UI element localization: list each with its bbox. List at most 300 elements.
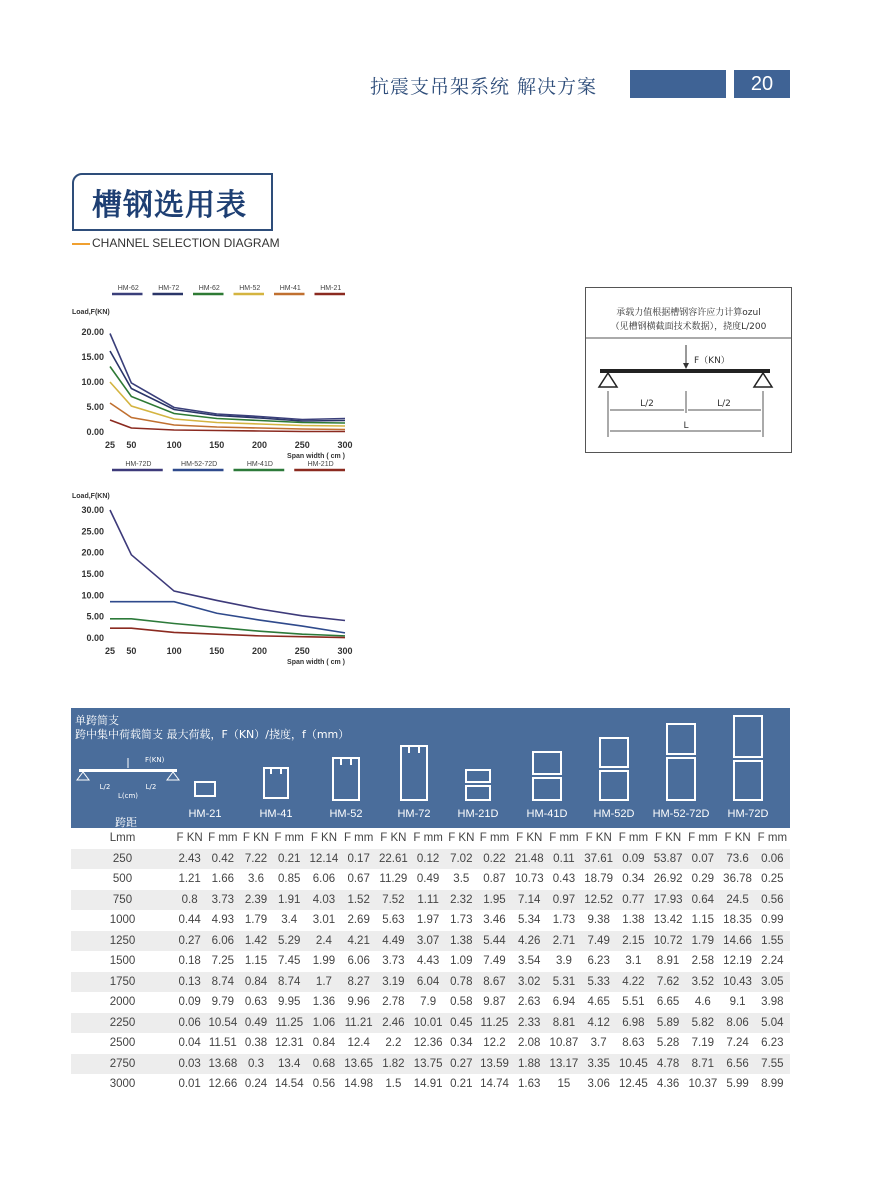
profile-label: HM-52 xyxy=(329,808,363,820)
legend-label: HM-41D xyxy=(246,461,273,468)
length-cell: 2250 xyxy=(71,1013,174,1034)
length-cell: 1500 xyxy=(109,955,136,968)
value-cell: 7.49 xyxy=(483,955,506,968)
value-cell: 36.78 xyxy=(723,873,752,886)
y-tick-label: 5.00 xyxy=(86,402,104,412)
x-tick-label: 100 xyxy=(166,646,182,656)
value-cell: 0.09 xyxy=(178,996,201,1009)
value-cell: 12.52 xyxy=(581,890,615,911)
value-cell: 1.55 xyxy=(755,931,790,952)
value-cell: 1.06 xyxy=(307,1013,341,1034)
value-cell: 2.39 xyxy=(240,890,271,911)
value-cell: 6.65 xyxy=(656,996,680,1009)
value-cell: 6.04 xyxy=(411,972,446,993)
length-cell: 500 xyxy=(112,873,133,886)
value-cell: 2.46 xyxy=(376,1013,410,1034)
profile-hm52-72d-icon xyxy=(661,720,701,806)
value-cell: 0.09 xyxy=(616,849,651,870)
value-cell: 21.48 xyxy=(512,849,546,870)
value-cell: 14.74 xyxy=(480,1078,509,1091)
x-tick-label: 300 xyxy=(337,646,353,656)
column-header: F KN xyxy=(307,828,341,849)
x-tick-label: 150 xyxy=(209,646,225,656)
value-cell: 12.14 xyxy=(307,849,341,870)
value-cell: 2.69 xyxy=(347,914,370,927)
x-tick-label: 250 xyxy=(294,646,310,656)
value-cell: 4.49 xyxy=(376,931,410,952)
load-deflection-table xyxy=(71,828,790,1095)
table-row xyxy=(71,1033,790,1054)
value-cell: 5.89 xyxy=(651,1013,685,1034)
value-cell: 4.22 xyxy=(616,972,651,993)
value-cell: 0.8 xyxy=(174,890,205,911)
value-cell: 10.54 xyxy=(205,1013,240,1034)
column-header: F KN xyxy=(376,828,410,849)
value-cell: 10.72 xyxy=(651,931,685,952)
value-cell: 18.35 xyxy=(723,914,752,927)
value-cell: 7.02 xyxy=(446,849,477,870)
value-cell: 11.29 xyxy=(379,873,408,886)
table-row xyxy=(71,1013,790,1034)
value-cell: 2.4 xyxy=(307,931,341,952)
page-number: 20 xyxy=(734,70,790,98)
value-cell: 1.38 xyxy=(446,931,477,952)
legend-label: HM-41 xyxy=(279,285,301,292)
value-cell: 73.6 xyxy=(720,849,754,870)
value-cell: 7.45 xyxy=(278,955,301,968)
value-cell: 5.99 xyxy=(726,1078,749,1091)
table-row xyxy=(71,972,790,993)
value-cell: 1.52 xyxy=(341,890,376,911)
value-cell: 4.78 xyxy=(651,1054,685,1075)
value-cell: 9.96 xyxy=(347,996,370,1009)
profile-hm21d-icon xyxy=(461,766,495,806)
value-cell: 5.82 xyxy=(685,1013,720,1034)
value-cell: 0.63 xyxy=(244,996,268,1009)
value-cell: 1.79 xyxy=(685,931,720,952)
force-label: F（KN） xyxy=(694,356,730,366)
value-cell: 15 xyxy=(557,1078,571,1091)
value-cell: 1.42 xyxy=(240,931,271,952)
value-cell: 24.5 xyxy=(720,890,754,911)
value-cell: 12.4 xyxy=(347,1037,370,1050)
value-cell: 0.99 xyxy=(761,914,784,927)
profile-hm41-icon xyxy=(259,764,293,804)
column-header: F mm xyxy=(616,828,651,849)
value-cell: 2.2 xyxy=(385,1037,402,1050)
value-cell: 0.42 xyxy=(205,849,240,870)
value-cell: 8.27 xyxy=(341,972,376,993)
value-cell: 1.91 xyxy=(272,890,307,911)
y-tick-label: 20.00 xyxy=(81,547,104,558)
value-cell: 3.52 xyxy=(685,972,720,993)
value-cell: 13.75 xyxy=(411,1054,446,1075)
value-cell: 3.7 xyxy=(590,1037,607,1050)
legend-label: HM-72D xyxy=(125,461,152,468)
value-cell: 2.63 xyxy=(518,996,541,1009)
legend-label: HM-21D xyxy=(307,461,334,468)
profile-hm41d-icon xyxy=(527,748,567,806)
column-header: F KN xyxy=(512,828,546,849)
length-cell: 3000 xyxy=(109,1078,136,1091)
value-cell: 3.06 xyxy=(587,1078,610,1091)
value-cell: 0.38 xyxy=(244,1037,268,1050)
x-tick-label: 100 xyxy=(166,440,182,450)
column-header: F mm xyxy=(755,828,790,849)
value-cell: 0.06 xyxy=(755,849,790,870)
table-row xyxy=(71,1074,790,1095)
value-cell: 10.87 xyxy=(549,1037,579,1050)
value-cell: 0.01 xyxy=(178,1078,201,1091)
value-cell: 6.23 xyxy=(761,1037,784,1050)
value-cell: 4.12 xyxy=(581,1013,615,1034)
value-cell: 4.03 xyxy=(307,890,341,911)
value-cell: 26.92 xyxy=(653,873,683,886)
x-tick-label: 200 xyxy=(252,440,268,450)
x-tick-label: 25 xyxy=(104,646,116,656)
profile-hm52d-icon xyxy=(594,734,634,806)
mini-force-label: F(KN) xyxy=(145,756,165,764)
y-tick-label: 30.00 xyxy=(81,505,104,515)
beam-sketch xyxy=(586,333,791,453)
section-title: 槽钢选用表 xyxy=(92,188,247,223)
span-label: L xyxy=(683,421,689,431)
value-cell: 13.42 xyxy=(653,914,683,927)
column-header: F mm xyxy=(272,828,307,849)
value-cell: 4.36 xyxy=(656,1078,680,1091)
value-cell: 0.3 xyxy=(240,1054,271,1075)
value-cell: 2.43 xyxy=(174,849,205,870)
section-subtitle: CHANNEL SELECTION DIAGRAM xyxy=(92,236,280,250)
value-cell: 5.33 xyxy=(581,972,615,993)
value-cell: 3.46 xyxy=(483,914,506,927)
y-tick-label: 15.00 xyxy=(81,569,104,579)
value-cell: 0.87 xyxy=(483,873,506,886)
value-cell: 2.08 xyxy=(518,1037,541,1050)
value-cell: 0.12 xyxy=(411,849,446,870)
value-cell: 0.85 xyxy=(278,873,301,886)
value-cell: 0.27 xyxy=(174,931,205,952)
value-cell: 4.26 xyxy=(512,931,546,952)
value-cell: 7.19 xyxy=(691,1037,715,1050)
support-right-icon xyxy=(754,373,772,387)
table-row xyxy=(71,931,790,952)
column-header: F mm xyxy=(341,828,376,849)
diagram-note-line1: 承载力值根据槽钢容许应力计算ozul xyxy=(616,308,761,318)
value-cell: 11.25 xyxy=(477,1013,512,1034)
banner-line2: 跨中集中荷载简支 最大荷载，F（KN）/挠度，f（mm） xyxy=(75,728,350,741)
length-cell: 1750 xyxy=(71,972,174,993)
value-cell: 10.01 xyxy=(411,1013,446,1034)
value-cell: 1.7 xyxy=(307,972,341,993)
mini-half-left: L/2 xyxy=(99,783,111,791)
value-cell: 1.63 xyxy=(518,1078,541,1091)
half-span-label-right: L/2 xyxy=(717,399,731,409)
value-cell: 12.45 xyxy=(619,1078,648,1091)
value-cell: 0.34 xyxy=(622,873,645,886)
value-cell: 53.87 xyxy=(651,849,685,870)
length-cell: 1250 xyxy=(71,931,174,952)
value-cell: 12.66 xyxy=(208,1078,238,1091)
column-header: F KN xyxy=(651,828,685,849)
value-cell: 0.84 xyxy=(312,1037,336,1050)
value-cell: 0.45 xyxy=(446,1013,477,1034)
value-cell: 5.04 xyxy=(755,1013,790,1034)
loading-diagram xyxy=(585,287,792,453)
value-cell: 2.71 xyxy=(546,931,581,952)
value-cell: 7.24 xyxy=(726,1037,749,1050)
value-cell: 0.49 xyxy=(240,1013,271,1034)
value-cell: 4.21 xyxy=(341,931,376,952)
value-cell: 1.11 xyxy=(411,890,446,911)
value-cell: 7.52 xyxy=(376,890,410,911)
value-cell: 14.54 xyxy=(274,1078,304,1091)
table-row xyxy=(71,849,790,870)
value-cell: 8.99 xyxy=(761,1078,784,1091)
banner-line1: 单跨简支 xyxy=(75,714,119,727)
profile-label: HM-52-72D xyxy=(652,808,710,820)
series-line xyxy=(110,628,345,637)
value-cell: 6.06 xyxy=(205,931,240,952)
value-cell: 1.79 xyxy=(244,914,268,927)
value-cell: 8.91 xyxy=(656,955,680,968)
value-cell: 6.98 xyxy=(616,1013,651,1034)
table-row xyxy=(71,890,790,911)
profile-hm21-icon xyxy=(191,774,219,804)
value-cell: 3.07 xyxy=(411,931,446,952)
value-cell: 3.01 xyxy=(312,914,336,927)
value-cell: 0.27 xyxy=(446,1054,477,1075)
profile-label: HM-72D xyxy=(727,808,769,820)
value-cell: 9.95 xyxy=(278,996,301,1009)
subtitle-accent-line xyxy=(72,243,90,245)
mini-span-label: L(cm) xyxy=(117,792,139,799)
table-row xyxy=(71,992,790,1013)
value-cell: 1.66 xyxy=(211,873,235,886)
value-cell: 4.93 xyxy=(211,914,235,927)
value-cell: 8.71 xyxy=(685,1054,720,1075)
value-cell: 37.61 xyxy=(581,849,615,870)
value-cell: 3.98 xyxy=(761,996,784,1009)
length-cell: 250 xyxy=(71,849,174,870)
value-cell: 3.05 xyxy=(755,972,790,993)
support-left-icon xyxy=(599,373,617,387)
value-cell: 11.25 xyxy=(272,1013,307,1034)
value-cell: 6.06 xyxy=(347,955,370,968)
column-header: F mm xyxy=(477,828,512,849)
value-cell: 1.15 xyxy=(691,914,715,927)
value-cell: 12.19 xyxy=(723,955,752,968)
value-cell: 8.06 xyxy=(720,1013,754,1034)
value-cell: 3.9 xyxy=(555,955,572,968)
mini-support-left-icon xyxy=(77,772,89,780)
value-cell: 0.24 xyxy=(244,1078,268,1091)
value-cell: 12.36 xyxy=(413,1037,443,1050)
legend-label: HM-62 xyxy=(198,285,220,292)
value-cell: 4.43 xyxy=(416,955,440,968)
legend-label: HM-72 xyxy=(158,285,180,292)
value-cell: 9.1 xyxy=(729,996,746,1009)
value-cell: 0.07 xyxy=(685,849,720,870)
value-cell: 0.56 xyxy=(755,890,790,911)
mini-half-right: L/2 xyxy=(145,783,157,791)
value-cell: 8.74 xyxy=(205,972,240,993)
value-cell: 3.54 xyxy=(518,955,541,968)
value-cell: 3.73 xyxy=(205,890,240,911)
value-cell: 0.64 xyxy=(685,890,720,911)
table-header-row xyxy=(71,828,790,849)
y-tick-label: 5.00 xyxy=(86,611,104,622)
value-cell: 1.95 xyxy=(477,890,512,911)
document-header-title: 抗震支吊架系统 解决方案 xyxy=(370,76,598,98)
value-cell: 0.67 xyxy=(347,873,370,886)
value-cell: 7.22 xyxy=(240,849,271,870)
y-axis-label: Load,F(KN) xyxy=(72,493,110,500)
load-span-chart-single xyxy=(62,282,362,462)
x-tick-label: 50 xyxy=(126,646,137,656)
profile-hm52-icon xyxy=(327,754,365,806)
mini-beam-sketch xyxy=(73,754,183,799)
profile-label: HM-21 xyxy=(188,808,222,820)
column-header: F mm xyxy=(685,828,720,849)
series-line xyxy=(110,334,345,420)
value-cell: 1.73 xyxy=(552,914,576,927)
value-cell: 3.4 xyxy=(281,914,298,927)
table-row xyxy=(71,910,790,931)
y-tick-label: 20.00 xyxy=(81,327,104,337)
value-cell: 3.73 xyxy=(382,955,405,968)
column-header: F KN xyxy=(720,828,754,849)
value-cell: 0.43 xyxy=(552,873,576,886)
value-cell: 10.45 xyxy=(616,1054,651,1075)
value-cell: 5.28 xyxy=(656,1037,680,1050)
value-cell: 22.61 xyxy=(376,849,410,870)
value-cell: 3.1 xyxy=(625,955,642,968)
value-cell: 0.77 xyxy=(616,890,651,911)
value-cell: 0.21 xyxy=(450,1078,473,1091)
value-cell: 7.62 xyxy=(651,972,685,993)
value-cell: 5.31 xyxy=(546,972,581,993)
value-cell: 8.74 xyxy=(272,972,307,993)
profile-label: HM-41 xyxy=(259,808,293,820)
header-decor-bar xyxy=(630,70,726,98)
value-cell: 11.21 xyxy=(341,1013,376,1034)
length-header: Lmm xyxy=(71,828,174,849)
table-row xyxy=(71,1054,790,1075)
value-cell: 3.6 xyxy=(248,873,265,886)
load-arrow-icon xyxy=(683,363,689,369)
value-cell: 1.38 xyxy=(622,914,645,927)
value-cell: 0.29 xyxy=(691,873,715,886)
value-cell: 2.33 xyxy=(512,1013,546,1034)
value-cell: 0.21 xyxy=(272,849,307,870)
value-cell: 13.4 xyxy=(272,1054,307,1075)
length-cell: 1000 xyxy=(109,914,136,927)
value-cell: 0.11 xyxy=(546,849,581,870)
value-cell: 11.51 xyxy=(208,1037,237,1050)
value-cell: 1.82 xyxy=(376,1054,410,1075)
y-tick-label: 10.00 xyxy=(81,377,104,387)
x-axis-label: Span width ( cm ) xyxy=(287,659,345,666)
legend-label: HM-52 xyxy=(239,285,261,292)
value-cell: 8.67 xyxy=(477,972,512,993)
beam xyxy=(600,369,770,373)
x-tick-label: 300 xyxy=(337,440,353,450)
value-cell: 5.63 xyxy=(382,914,405,927)
value-cell: 0.06 xyxy=(174,1013,205,1034)
table-row xyxy=(71,869,790,890)
column-header: F mm xyxy=(411,828,446,849)
column-header: F mm xyxy=(205,828,240,849)
value-cell: 1.5 xyxy=(385,1078,402,1091)
column-header: F KN xyxy=(240,828,271,849)
value-cell: 2.32 xyxy=(446,890,477,911)
value-cell: 6.94 xyxy=(552,996,576,1009)
value-cell: 14.91 xyxy=(413,1078,443,1091)
value-cell: 9.87 xyxy=(483,996,506,1009)
y-tick-label: 0.00 xyxy=(86,633,104,643)
value-cell: 6.56 xyxy=(720,1054,754,1075)
value-cell: 1.88 xyxy=(512,1054,546,1075)
x-tick-label: 250 xyxy=(294,440,310,450)
value-cell: 3.35 xyxy=(581,1054,615,1075)
value-cell: 4.65 xyxy=(587,996,610,1009)
value-cell: 10.43 xyxy=(720,972,754,993)
value-cell: 3.5 xyxy=(453,873,470,886)
value-cell: 7.55 xyxy=(755,1054,790,1075)
legend-label: HM-52-72D xyxy=(181,461,218,468)
value-cell: 0.13 xyxy=(174,972,205,993)
value-cell: 9.79 xyxy=(211,996,235,1009)
mini-support-right-icon xyxy=(167,772,179,780)
value-cell: 7.49 xyxy=(581,931,615,952)
half-span-label-left: L/2 xyxy=(640,399,654,409)
mini-beam xyxy=(79,769,177,772)
length-cell: 2000 xyxy=(109,996,136,1009)
value-cell: 0.17 xyxy=(341,849,376,870)
value-cell: 0.22 xyxy=(477,849,512,870)
value-cell: 0.78 xyxy=(446,972,477,993)
value-cell: 13.68 xyxy=(205,1054,240,1075)
value-cell: 0.58 xyxy=(450,996,473,1009)
x-tick-label: 150 xyxy=(209,440,225,450)
load-span-chart-double xyxy=(62,458,362,670)
value-cell: 6.23 xyxy=(587,955,610,968)
value-cell: 9.38 xyxy=(587,914,610,927)
table-row xyxy=(71,951,790,972)
value-cell: 10.37 xyxy=(688,1078,718,1091)
value-cell: 0.49 xyxy=(416,873,440,886)
x-tick-label: 200 xyxy=(252,646,268,656)
value-cell: 0.04 xyxy=(178,1037,201,1050)
value-cell: 1.15 xyxy=(244,955,268,968)
value-cell: 13.59 xyxy=(477,1054,512,1075)
profile-label: HM-21D xyxy=(457,808,499,820)
value-cell: 7.9 xyxy=(420,996,437,1009)
value-cell: 12.2 xyxy=(483,1037,506,1050)
value-cell: 0.34 xyxy=(450,1037,473,1050)
value-cell: 1.97 xyxy=(416,914,440,927)
value-cell: 14.98 xyxy=(344,1078,374,1091)
value-cell: 18.79 xyxy=(584,873,614,886)
length-cell: 750 xyxy=(71,890,174,911)
value-cell: 2.78 xyxy=(382,996,405,1009)
value-cell: 6.06 xyxy=(312,873,336,886)
profile-label: HM-41D xyxy=(526,808,568,820)
value-cell: 5.44 xyxy=(477,931,512,952)
value-cell: 17.93 xyxy=(651,890,685,911)
column-header: F KN xyxy=(446,828,477,849)
